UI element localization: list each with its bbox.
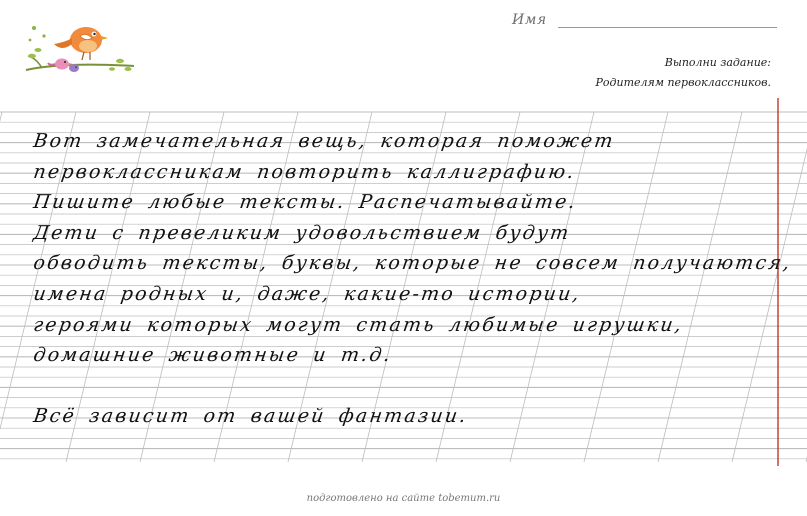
- handwriting-line: имена родных и, даже, какие-то истории,: [32, 283, 583, 305]
- footer-credit: подготовлено на сайте tobemum.ru: [306, 493, 501, 504]
- handwriting-line: Пишите любые тексты. Распечатывайте.: [32, 191, 579, 214]
- handwriting-line: героями которых могут стать любимые игрушки,: [32, 313, 685, 336]
- slant-guide-line: [584, 112, 668, 462]
- name-label: Имя: [512, 12, 547, 28]
- handwriting-line: обводить тексты, буквы, которые не совсем получаются,: [32, 252, 794, 275]
- slant-guide-line: [732, 112, 807, 462]
- handwriting-line: первоклассникам повторить каллиграфию.: [32, 160, 578, 183]
- handwriting-line: Дети с превеликим удовольствием будут: [32, 221, 572, 244]
- task-subtitle: Родителям первоклассников.: [595, 76, 771, 89]
- handwriting-line: домашние животные и т.д.: [32, 344, 394, 367]
- slant-guide-line: [658, 112, 742, 462]
- task-title: Выполни задание:: [664, 56, 771, 69]
- handwriting-line: Всё зависит от вашей фантазии.: [32, 405, 470, 428]
- handwriting-line: Вот замечательная вещь, которая поможет: [32, 130, 617, 152]
- slant-guide-line: [0, 112, 2, 462]
